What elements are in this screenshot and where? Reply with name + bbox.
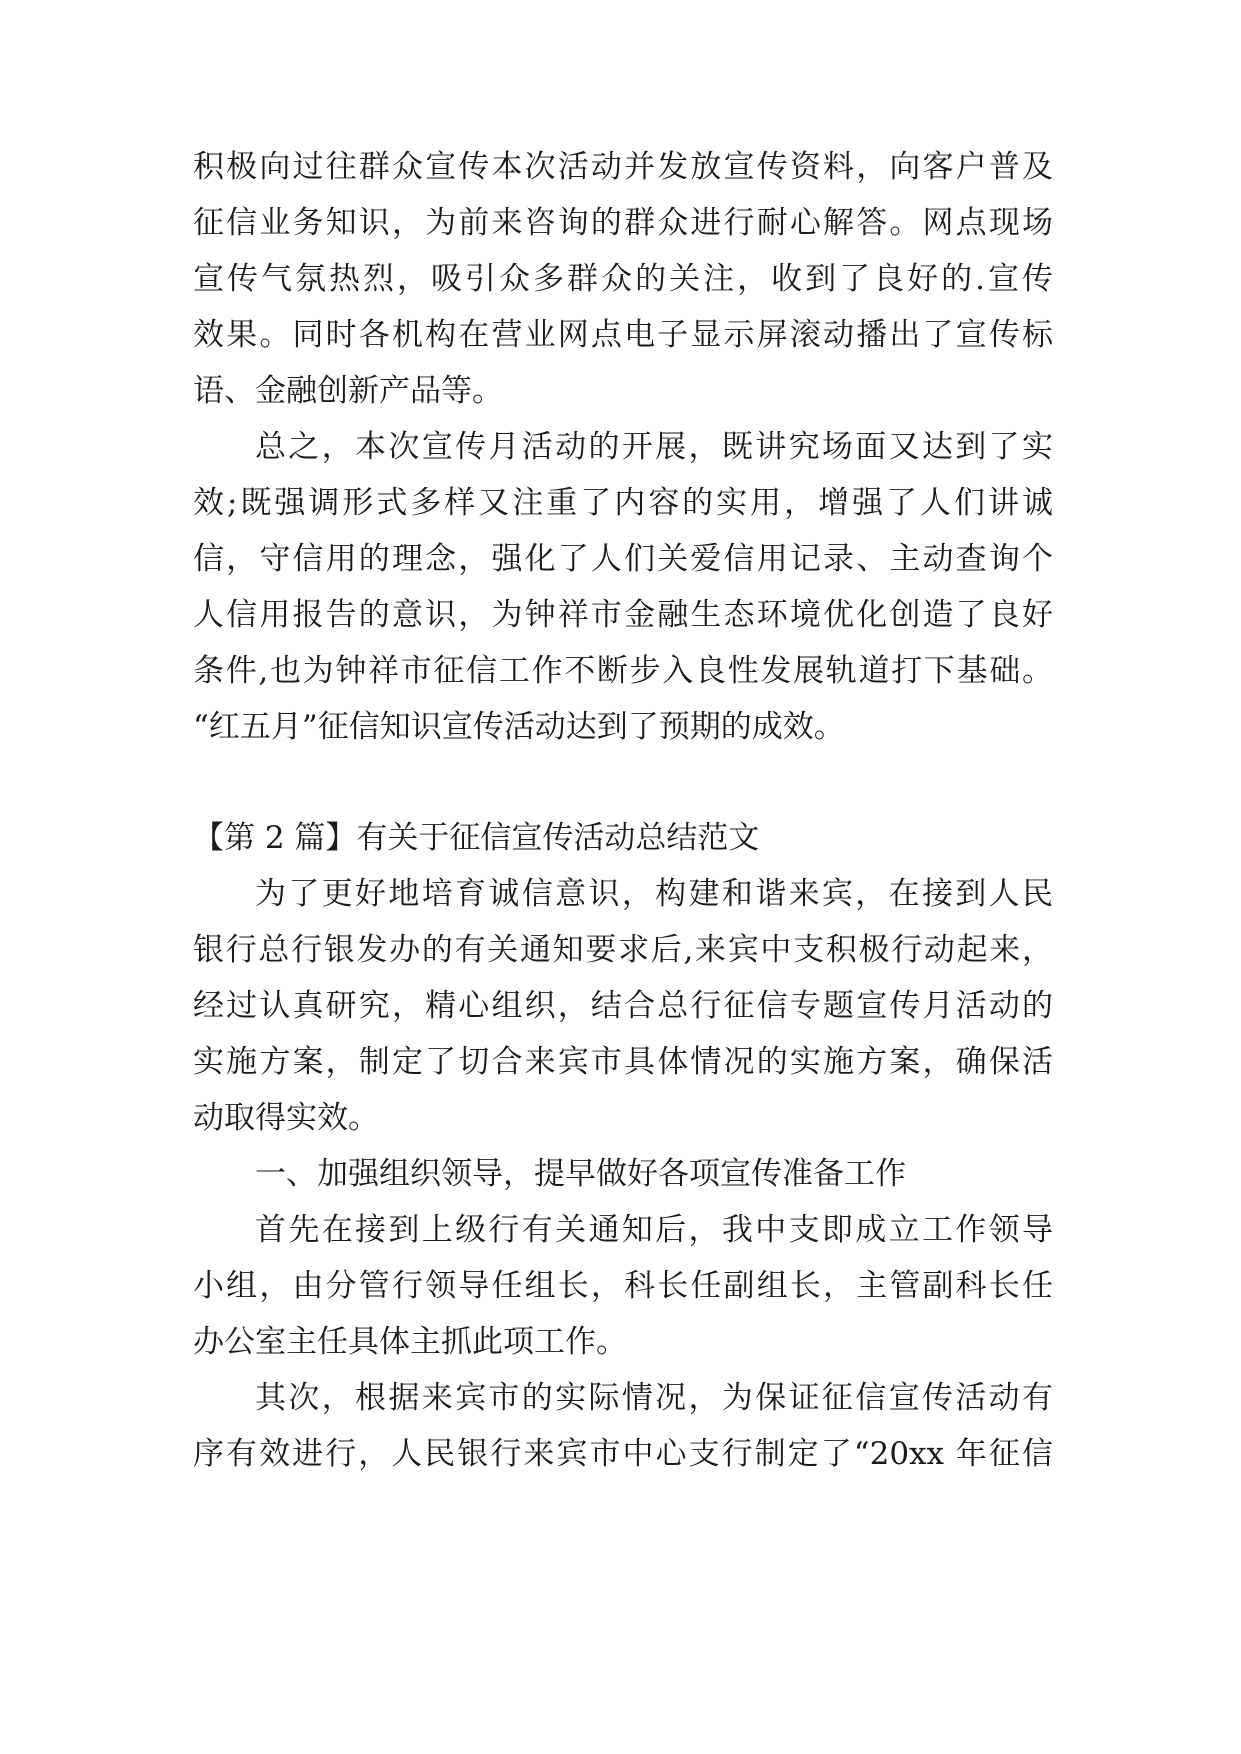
subsection-heading: 一、加强组织领导，提早做好各项宣传准备工作	[255, 1156, 906, 1192]
text-line: 序有效进行，人民银行来宾市中心支行制定了“20xx 年征信	[193, 1436, 1053, 1472]
text-line: 实施方案，制定了切合来宾市具体情况的实施方案，确保活	[193, 1044, 1053, 1080]
text-line: 人信用报告的意识，为钟祥市金融生态环境优化创造了良好	[193, 597, 1053, 633]
text-line: “红五月”征信知识宣传活动达到了预期的成效。	[193, 709, 845, 745]
paragraph-first-line: 其次，根据来宾市的实际情况，为保证征信宣传活动有	[255, 1380, 1053, 1416]
text-line: 银行总行银发办的有关通知要求后,来宾中支积极行动起来，	[193, 932, 1053, 968]
text-line: 宣传气氛热烈，吸引众多群众的关注，收到了良好的.宣传	[193, 261, 1053, 297]
text-line: 效果。同时各机构在营业网点电子显示屏滚动播出了宣传标	[193, 317, 1053, 353]
text-line: 小组，由分管行领导任组长，科长任副组长，主管副科长任	[193, 1268, 1053, 1304]
text-line: 征信业务知识，为前来咨询的群众进行耐心解答。网点现场	[193, 205, 1053, 241]
text-line: 积极向过往群众宣传本次活动并发放宣传资料，向客户普及	[193, 149, 1053, 185]
section-heading: 【第 2 篇】有关于征信宣传活动总结范文	[193, 820, 760, 856]
text-line: 条件,也为钟祥市征信工作不断步入良性发展轨道打下基础。	[193, 653, 1053, 689]
text-line: 办公室主任具体主抓此项工作。	[193, 1324, 627, 1360]
text-line: 经过认真研究，精心组织，结合总行征信专题宣传月活动的	[193, 988, 1053, 1024]
text-line: 信，守信用的理念，强化了人们关爱信用记录、主动查询个	[193, 541, 1053, 577]
text-line: 语、金融创新产品等。	[193, 373, 503, 409]
paragraph-first-line: 为了更好地培育诚信意识，构建和谐来宾，在接到人民	[255, 876, 1053, 912]
paragraph-first-line: 总之，本次宣传月活动的开展，既讲究场面又达到了实	[255, 429, 1053, 465]
text-line: 动取得实效。	[193, 1100, 379, 1136]
paragraph-first-line: 首先在接到上级行有关通知后，我中支即成立工作领导	[255, 1212, 1053, 1248]
text-line: 效;既强调形式多样又注重了内容的实用，增强了人们讲诚	[193, 485, 1053, 521]
